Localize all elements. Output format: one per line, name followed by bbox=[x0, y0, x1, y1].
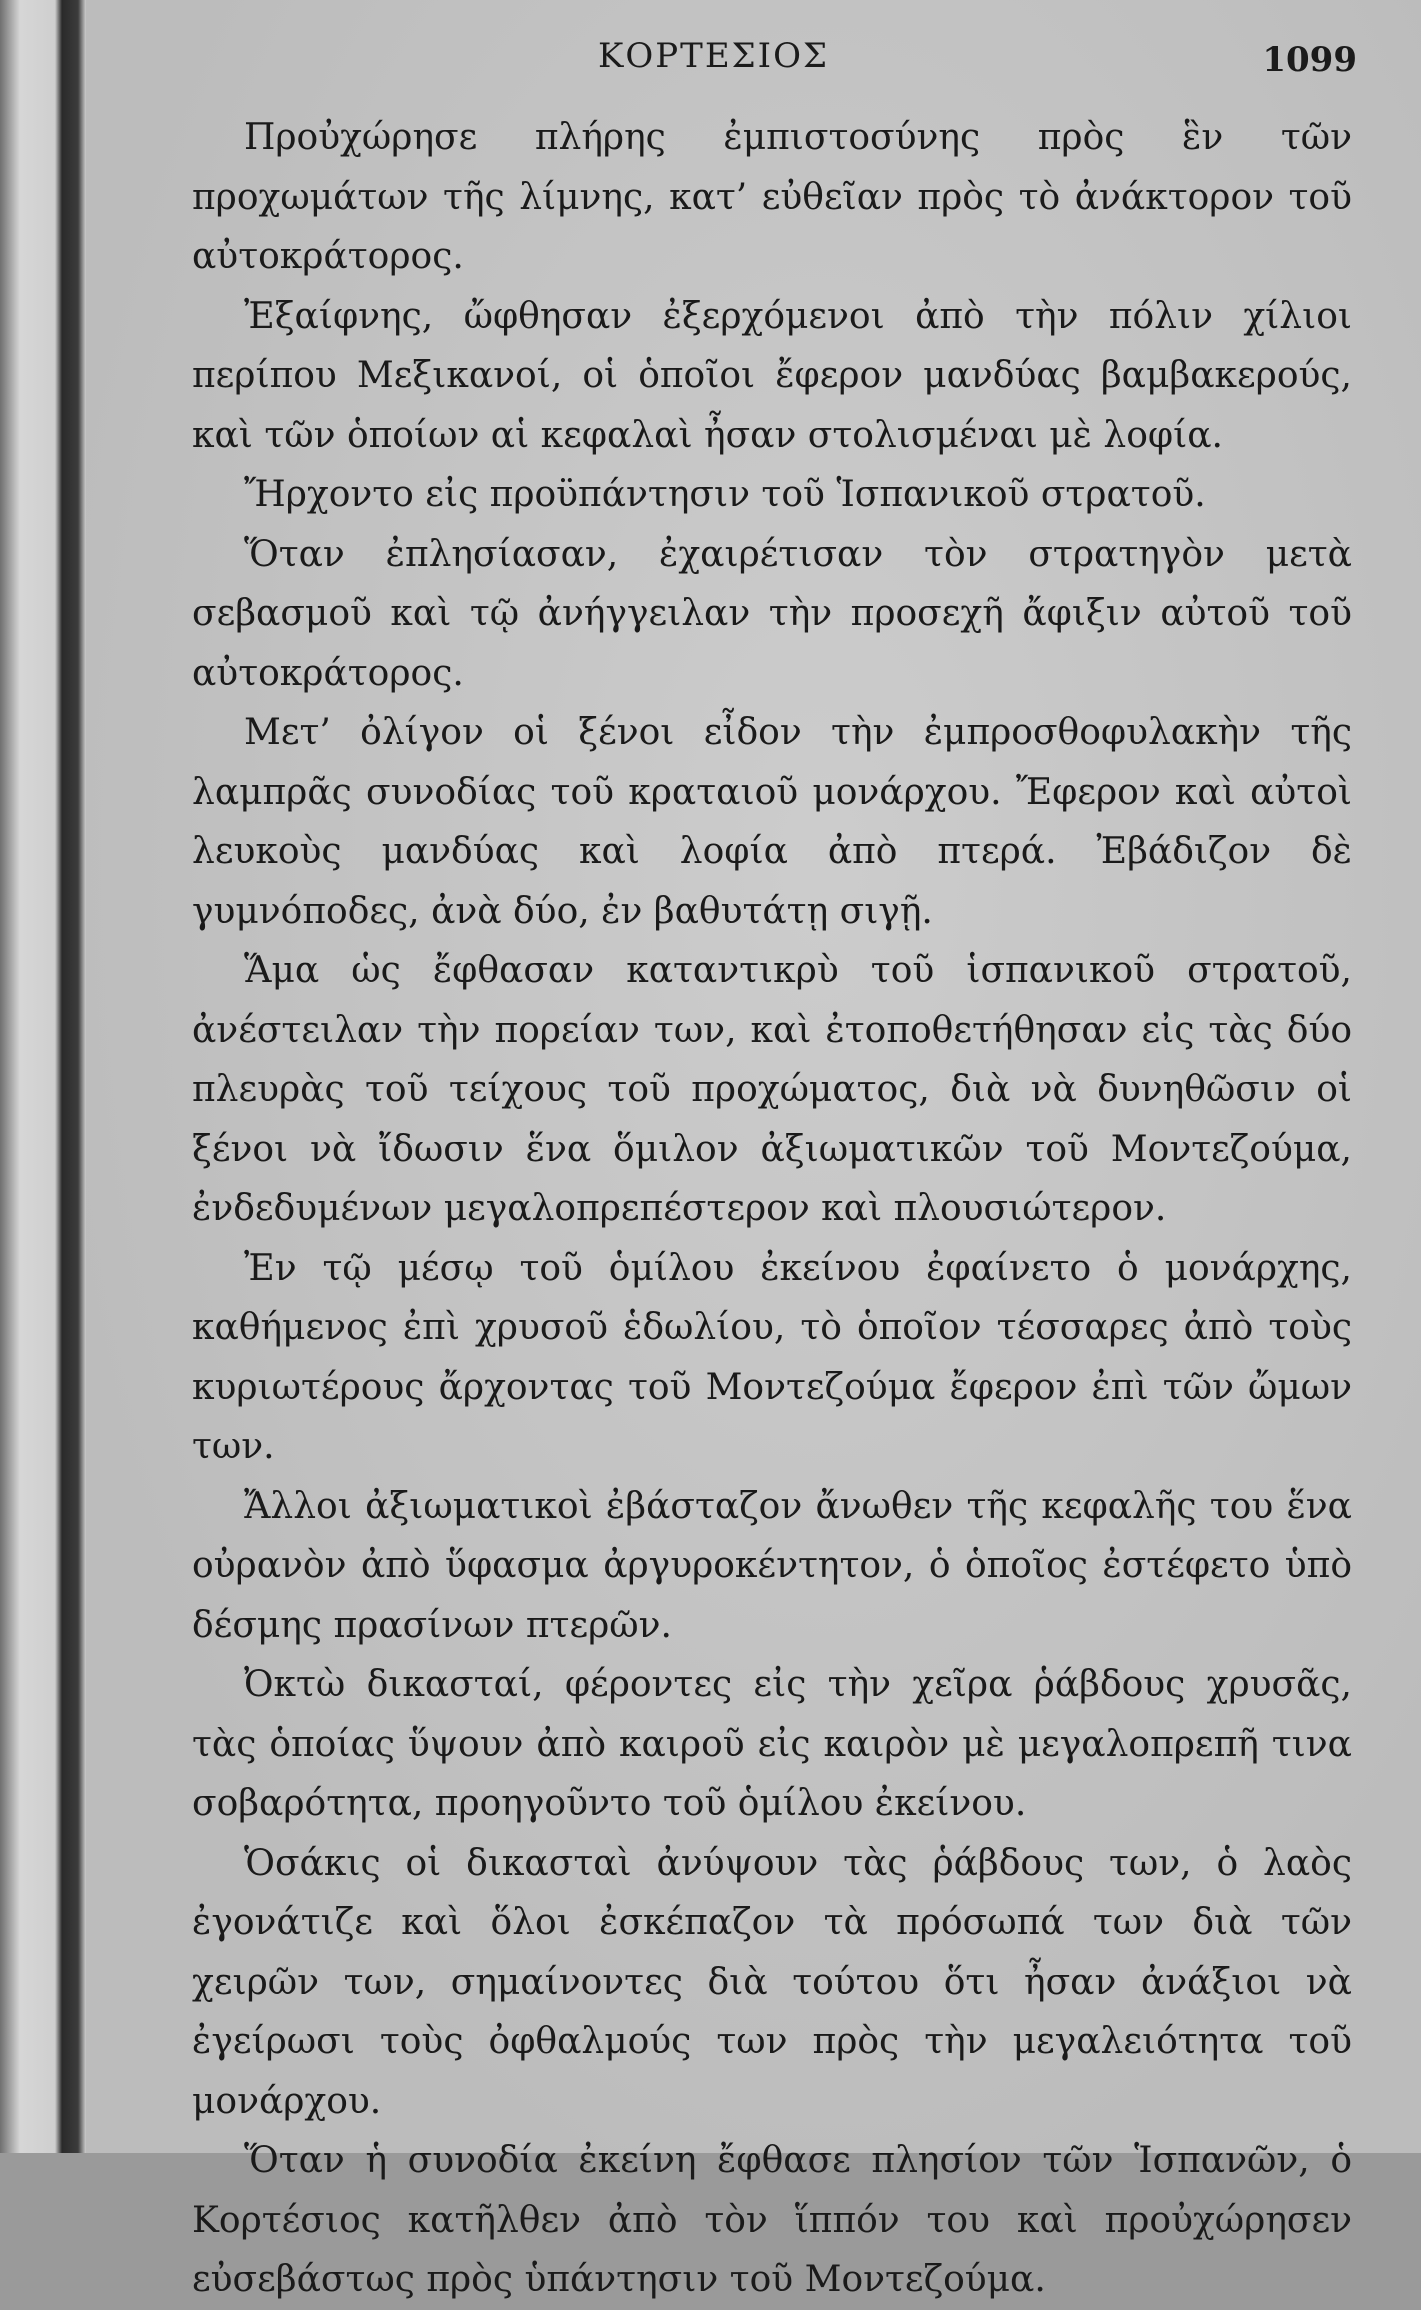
paragraph: Ὅταν ἡ συνοδία ἐκείνη ἔφθασε πλησίον τῶν Ἱσπανῶν, ὁ Κορτέσιος κατῆλθεν ἀπὸ τὸν ἵππόν του καὶ προὐχώρησεν εὐσεβάστως πρὸς ὑπάντησιν τοῦ Μοντεζούμα. bbox=[192, 2140, 1352, 2300]
paragraph: Ἐξαίφνης, ὤφθησαν ἐξερχόμενοι ἀπὸ τὴν πόλιν χίλιοι περίπου Μεξικανοί, οἱ ὁποῖοι ἔφερον μανδύας βαμβακερούς, καὶ τῶν ὁποίων αἱ κεφαλαὶ ἦσαν στολισμέναι μὲ λοφία. bbox=[192, 295, 1352, 456]
paragraph: Ἤρχοντο εἰς προϋπάντησιν τοῦ Ἱσπανικοῦ στρατοῦ. bbox=[244, 474, 1206, 515]
page-number: 1099 bbox=[1262, 40, 1357, 80]
paragraph: Προὐχώρησε πλήρης ἐμπιστοσύνης πρὸς ἓν τῶν προχωμάτων τῆς λίμνης, κατ’ εὐθεῖαν πρὸς τὸ ἀνάκτορον τοῦ αὐτοκράτορος. bbox=[192, 117, 1352, 277]
paragraph: Ἐν τῷ μέσῳ τοῦ ὁμίλου ἐκείνου ἐφαίνετο ὁ μονάρχης, καθήμενος ἐπὶ χρυσοῦ ἑδωλίου, τὸ ὁποῖον τέσσαρες ἀπὸ τοὺς κυριωτέρους ἄρχοντας τοῦ Μοντεζούμα ἔφερον ἐπὶ τῶν ὤμων των. bbox=[192, 1247, 1352, 1467]
paragraph: Μετ’ ὀλίγον οἱ ξένοι εἶδον τὴν ἐμπροσθοφυλακὴν τῆς λαμπρᾶς συνοδίας τοῦ κραταιοῦ μονάρχου. Ἔφερον καὶ αὐτοὶ λευκοὺς μανδύας καὶ λοφία ἀπὸ πτερά. Ἐβάδιζον δὲ γυμνόποδες, ἀνὰ δύο, ἐν βαθυτάτῃ σιγῇ. bbox=[192, 712, 1352, 932]
paragraph: Ὁσάκις οἱ δικασταὶ ἀνύψουν τὰς ῥάβδους των, ὁ λαὸς ἐγονάτιζε καὶ ὅλοι ἐσκέπαζον τὰ πρόσωπά των διὰ τῶν χειρῶν των, σημαίνοντες διὰ τούτου ὅτι ἦσαν ἀνάξιοι νὰ ἐγείρωσι τοὺς ὀφθαλμούς των πρὸς τὴν μεγαλειότητα τοῦ μονάρχου. bbox=[192, 1842, 1352, 2122]
paragraph: Ἄλλοι ἀξιωματικοὶ ἐβάσταζον ἄνωθεν τῆς κεφαλῆς του ἕνα οὐρανὸν ἀπὸ ὕφασμα ἀργυροκέντητον, ὁ ὁποῖος ἐστέφετο ὑπὸ δέσμης πρασίνων πτερῶν. bbox=[192, 1485, 1352, 1646]
paragraph: Ἅμα ὡς ἔφθασαν καταντικρὺ τοῦ ἱσπανικοῦ στρατοῦ, ἀνέστειλαν τὴν πορείαν των, καὶ ἐτοποθετήθησαν εἰς τὰς δύο πλευρὰς τοῦ τείχους τοῦ προχώματος, διὰ νὰ δυνηθῶσιν οἱ ξένοι νὰ ἴδωσιν ἕνα ὅμιλον ἀξιωματικῶν τοῦ Μοντεζούμα, ἐνδεδυμένων μεγαλοπρεπέστερον καὶ πλουσιώτερον. bbox=[192, 950, 1352, 1229]
paragraph: Ὅταν ἐπλησίασαν, ἐχαιρέτισαν τὸν στρατηγὸν μετὰ σεβασμοῦ καὶ τῷ ἀνήγγειλαν τὴν προσεχῆ ἄφιξιν αὐτοῦ τοῦ αὐτοκράτορος. bbox=[192, 533, 1352, 694]
body-text bbox=[192, 108, 1352, 2310]
running-head bbox=[86, 30, 1421, 90]
paragraph: Ὀκτὼ δικασταί, φέροντες εἰς τὴν χεῖρα ῥάβδους χρυσᾶς, τὰς ὁποίας ὕψουν ἀπὸ καιροῦ εἰς καιρὸν μὲ μεγαλοπρεπῆ τινα σοβαρότητα, προηγοῦντο τοῦ ὁμίλου ἐκείνου. bbox=[192, 1664, 1352, 1824]
running-head-title: ΚΟΡΤΕΣΙΟΣ bbox=[597, 36, 830, 76]
